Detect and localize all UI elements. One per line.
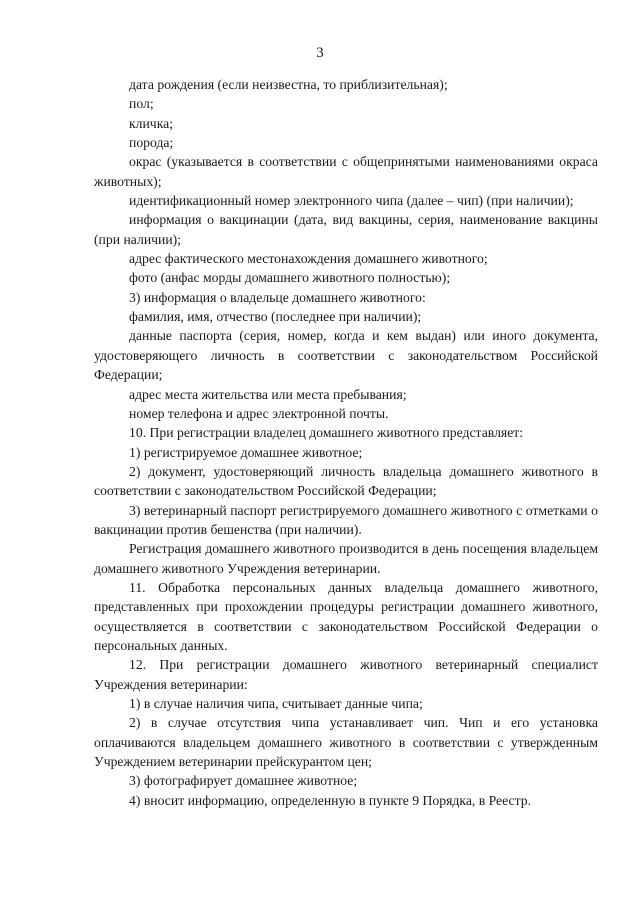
paragraph-passport: данные паспорта (серия, номер, когда и кем выдан) или иного документа, удостоверяющего личность в соответствии с законодательством Российской Федерации; bbox=[94, 328, 598, 383]
paragraph-residence-address: адрес места жительства или места пребывания; bbox=[129, 386, 407, 402]
paragraph-12-item-3: 3) фотографирует домашнее животное; bbox=[129, 773, 358, 789]
paragraph-owner-fullname: фамилия, имя, отчество (последнее при наличии); bbox=[129, 309, 422, 325]
paragraph-section-10: 10. При регистрации владелец домашнего животного представляет: bbox=[129, 425, 524, 441]
paragraph-10-item-1: 1) регистрируемое домашнее животное; bbox=[129, 444, 363, 460]
document-body bbox=[94, 75, 598, 810]
page-number: 3 bbox=[316, 45, 324, 61]
paragraph-vaccination: информация о вакцинации (дата, вид вакцины, серия, наименование вакцины (при наличии); bbox=[94, 212, 598, 247]
paragraph-12-item-4: 4) вносит информацию, определенную в пункте 9 Порядка, в Реестр. bbox=[129, 792, 532, 808]
paragraph-location-address: адрес фактического местонахождения домашнего животного; bbox=[129, 251, 488, 267]
paragraph-registration-day: Регистрация домашнего животного производится в день посещения владельцем домашнего животного Учреждения ветеринарии. bbox=[94, 541, 598, 576]
paragraph-chip-number: идентификационный номер электронного чипа (далее – чип) (при наличии); bbox=[129, 193, 574, 209]
paragraph-owner-info: 3) информация о владельце домашнего животного: bbox=[129, 289, 426, 305]
paragraph-birth-date: дата рождения (если неизвестна, то приблизительная); bbox=[129, 77, 448, 92]
paragraph-12-item-2: 2) в случае отсутствия чипа устанавливает чип. Чип и его установка оплачиваются владельцем домашнего животного в соответствии с утвержденным Учреждением ветеринарии прейскурантом цен; bbox=[94, 715, 598, 770]
paragraph-12-item-1: 1) в случае наличия чипа, считывает данные чипа; bbox=[129, 696, 423, 711]
paragraph-photo: фото (анфас морды домашнего животного полностью); bbox=[129, 270, 451, 286]
paragraph-section-12: 12. При регистрации домашнего животного ветеринарный специалист Учреждения ветеринарии: bbox=[94, 657, 598, 692]
paragraph-color: окрас (указывается в соответствии с общепринятыми наименованиями окраса животных); bbox=[94, 154, 598, 189]
paragraph-phone-email: номер телефона и адрес электронной почты. bbox=[129, 405, 389, 421]
paragraph-10-item-3: 3) ветеринарный паспорт регистрируемого домашнего животного с отметками о вакцинации против бешенства (при наличии). bbox=[94, 502, 598, 537]
paragraph-name: кличка; bbox=[129, 115, 174, 131]
paragraph-section-11: 11. Обработка персональных данных владельца домашнего животного, представленных при прохождении процедуры регистрации домашнего животного, осуществляется в соответствии с законодательством Российской Федерации о персональных данных. bbox=[94, 579, 598, 653]
paragraph-10-item-2: 2) документ, удостоверяющий личность владельца домашнего животного в соответствии с законодательством Российской Федерации; bbox=[94, 463, 598, 499]
paragraph-sex: пол; bbox=[129, 96, 154, 112]
paragraph-breed: порода; bbox=[129, 135, 174, 151]
